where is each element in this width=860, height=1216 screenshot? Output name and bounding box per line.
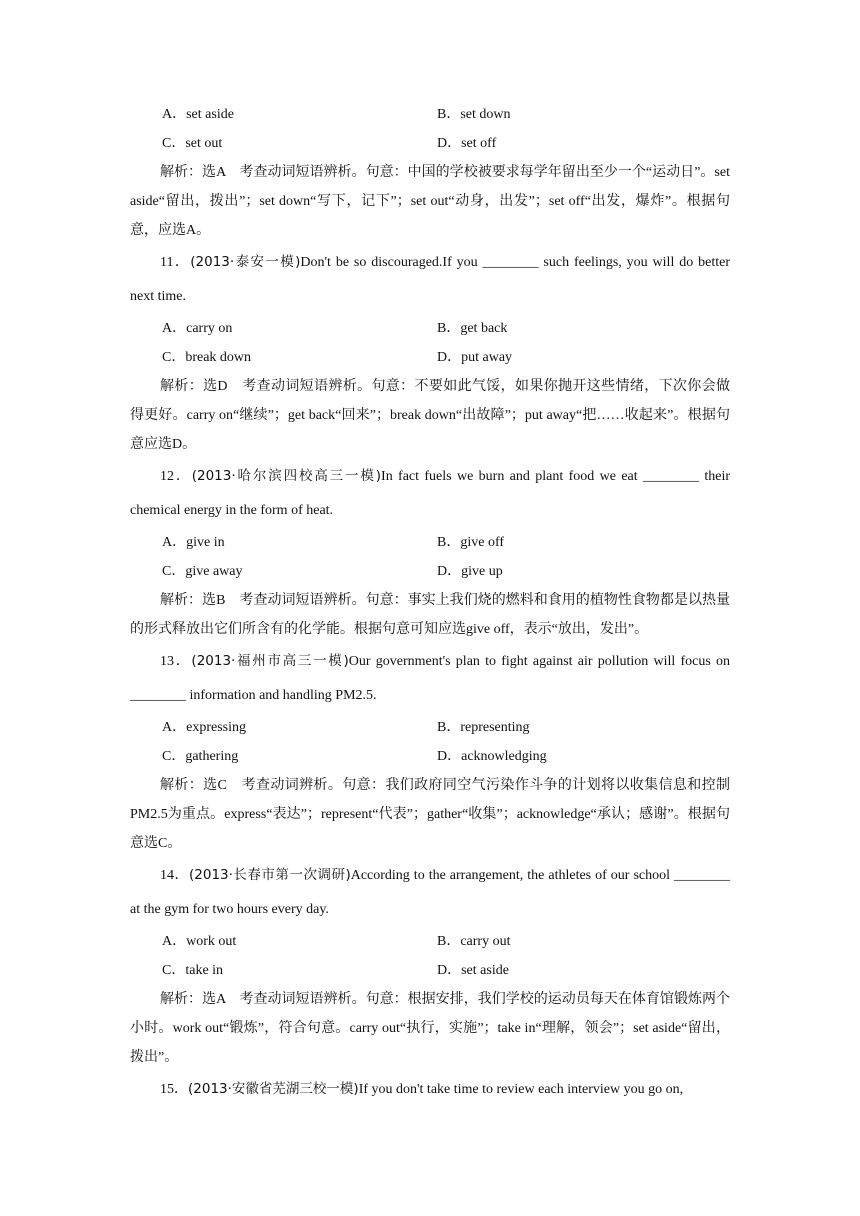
option-choice: B．give off: [437, 535, 505, 550]
document-page: [130, 100, 730, 1107]
question-number: 15．: [160, 1082, 188, 1097]
option-choice: A．expressing: [162, 720, 246, 735]
option-choice: C．set out: [162, 136, 223, 151]
answer-analysis: 解析：选A 考查动词短语辨析。句意：根据安排，我们学校的运动员每天在体育馆锻炼两个小时。work out“锻炼”，符合句意。carry out“执行，实施”；take in“理解，领会”；set aside“留出，拨出”。: [130, 992, 730, 1065]
question-source: (2013·长春市第一次调研): [189, 867, 351, 883]
question-source: (2013·哈尔滨四校高三一模): [191, 468, 382, 484]
option-choice: A．give in: [162, 535, 225, 550]
option-choice: A．set aside: [162, 107, 234, 122]
question-number: 11．: [160, 255, 191, 270]
option-row: [130, 129, 730, 158]
option-row: [130, 927, 730, 956]
answer-analysis: 解析：选C 考查动词辨析。句意：我们政府同空气污染作斗争的计划将以收集信息和控制PM2.5为重点。express“表达”；represent“代表”；gather“收集”；acknowledge“承认；感谢”。根据句意选C。: [130, 778, 730, 851]
option-choice: C．gathering: [162, 749, 239, 764]
option-choice: A．carry on: [162, 321, 233, 336]
option-choice: D．set aside: [437, 963, 509, 978]
answer-analysis: 解析：选B 考查动词短语辨析。句意：事实上我们烧的燃料和食用的植物性食物都是以热量的形式释放出它们所含有的化学能。根据句意可知应选give off，表示“放出，发出”。: [130, 593, 730, 637]
question-text: Don't be so discouraged.If you ________ such feelings, you will do better next time.: [130, 255, 730, 304]
option-row: [130, 528, 730, 557]
question-stem: [130, 1072, 730, 1107]
option-choice: C．break down: [162, 350, 252, 365]
option-row: [130, 742, 730, 771]
option-choice: B．carry out: [437, 934, 511, 949]
question-source: (2013·泰安一模): [190, 254, 301, 270]
question-text: In fact fuels we burn and plant food we eat ________ their chemical energy in the form of heat.: [130, 469, 731, 518]
option-row: [130, 956, 730, 985]
question-number: 14．: [160, 868, 190, 883]
question-text: If you don't take time to review each interview you go on,: [358, 1082, 684, 1097]
option-choice: B．representing: [437, 720, 530, 735]
answer-analysis: 解析：选D 考查动词短语辨析。句意：不要如此气馁，如果你抛开这些情绪，下次你会做得更好。carry on“继续”；get back“回来”；break down“出故障”；put away“把……收起来”。根据句意应选D。: [130, 379, 730, 452]
question-text: According to the arrangement, the athletes of our school ________ at the gym for two hours every day.: [130, 868, 731, 917]
question-number: 13．: [160, 654, 192, 669]
question-number: 12．: [160, 469, 192, 484]
option-choice: A．work out: [162, 934, 237, 949]
question-stem: [130, 245, 730, 314]
question-source: (2013·福州市高三一模): [191, 653, 349, 669]
question-stem: [130, 858, 730, 927]
option-choice: D．set off: [437, 136, 497, 151]
option-row: [130, 343, 730, 372]
option-row: [130, 713, 730, 742]
option-row: [130, 557, 730, 586]
option-choice: C．give away: [162, 564, 243, 579]
option-choice: D．put away: [437, 350, 513, 365]
option-choice: D．acknowledging: [437, 749, 547, 764]
option-row: [130, 314, 730, 343]
option-choice: B．set down: [437, 107, 511, 122]
option-choice: D．give up: [437, 564, 503, 579]
option-choice: B．get back: [437, 321, 508, 336]
question-source: (2013·安徽省芜湖三校一模): [188, 1081, 359, 1097]
option-row: [130, 100, 730, 129]
question-stem: [130, 459, 730, 528]
option-choice: C．take in: [162, 963, 224, 978]
question-text: Our government's plan to fight against air pollution will focus on ________ information and handling PM2.5.: [130, 654, 730, 703]
question-stem: [130, 644, 730, 713]
answer-analysis: 解析：选A 考查动词短语辨析。句意：中国的学校被要求每学年留出至少一个“运动日”。set aside“留出，拨出”；set down“写下，记下”；set out“动身，出发”；set off“出发，爆炸”。根据句意，应选A。: [130, 165, 730, 238]
